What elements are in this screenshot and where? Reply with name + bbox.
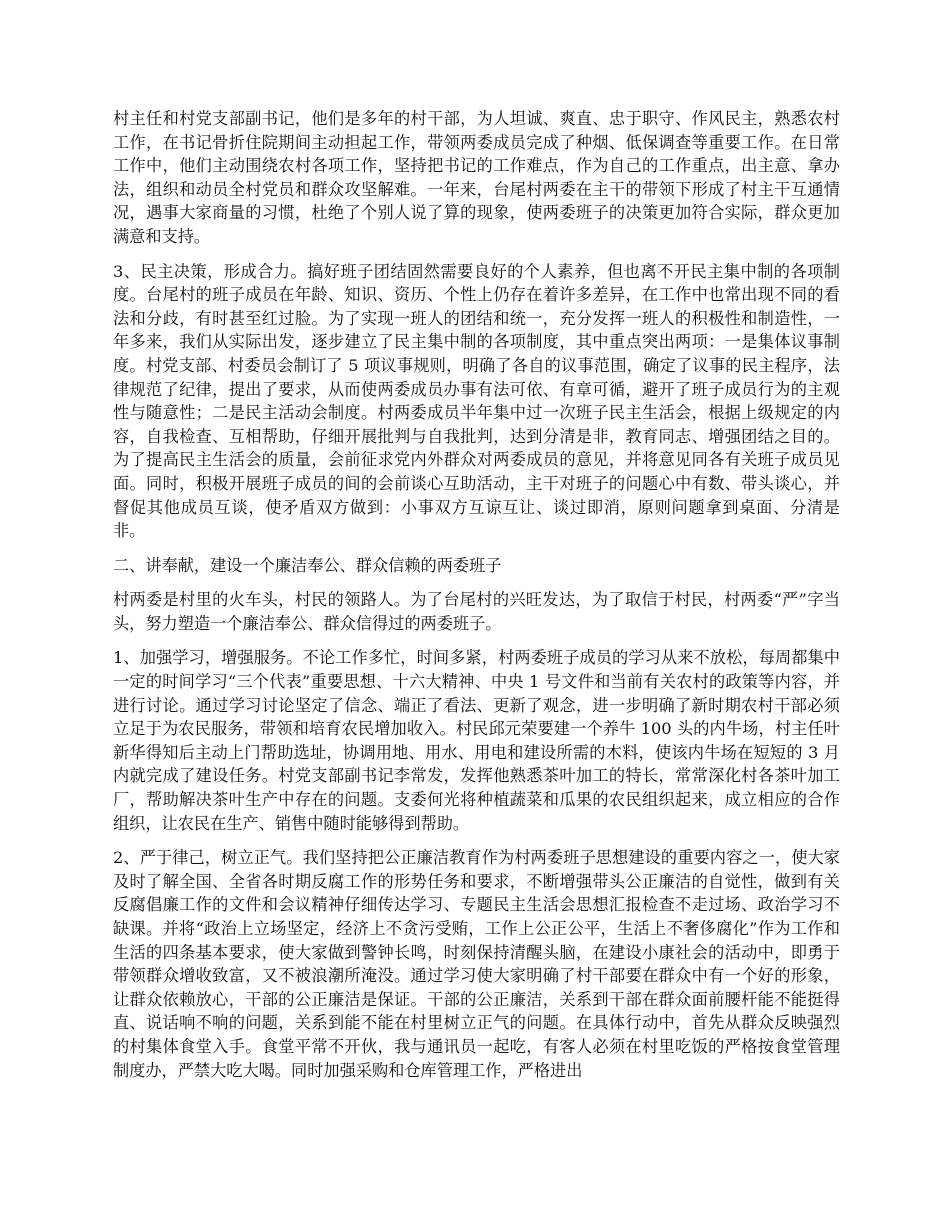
section-heading-dedication: 二、讲奉献，建设一个廉洁奉公、群众信赖的两委班子 <box>113 555 502 575</box>
paragraph-village-leaders: 村主任和村党支部副书记，他们是多年的村干部，为人坦诚、爽直、忠于职守、作风民主，熟悉农村工作，在书记骨折住院期间主动担起工作，带领两委成员完成了种烟、低保调查等重要工作。在日常工作中，他们主动围绕农村各项工作，坚持把书记的工作难点，作为自己的工作重点，出主意、拿办法，组织和动员全村党员和群众攻坚解难。一年来，台尾村两委在主干的带领下形成了村主干互通情况，遇事大家商量的习惯，杜绝了个别人说了算的现象，使两委班子的决策更加符合实际，群众更加满意和支持。 <box>113 109 840 246</box>
paragraph-two-committees-intro: 村两委是村里的火车头，村民的领路人。为了台尾村的兴旺发达，为了取信于村民，村两委“严”字当头，努力塑造一个廉洁奉公、群众信得过的两委班子。 <box>113 590 840 633</box>
paragraph-democratic-decision: 3、民主决策，形成合力。搞好班子团结固然需要良好的个人素养，但也离不开民主集中制的各项制度。台尾村的班子成员在年龄、知识、资历、个性上仍存在着许多差异，在工作中也常出现不同的看法和分歧，有时甚至红过脸。为了实现一班人的团结和统一，充分发挥一班人的积极性和制造性，一年多来，我们从实际出发，逐步建立了民主集中制的各项制度，其中重点突出两项：一是集体议事制度。村党支部、村委员会制订了 5 项议事规则，明确了各自的议事范围，确定了议事的民主程序，法律规范了纪律，提出了要求，从而使两委成员办事有法可依、有章可循，避开了班子成员行为的主观性与随意性；二是民主活动会制度。村两委成员半年集中过一次班子民主生活会，根据上级规定的内容，自我检查、互相帮助，仔细开展批判与自我批判，达到分清是非，教育同志、增强团结之目的。为了提高民主生活会的质量，会前征求党内外群众对两委成员的意见，并将意见同各有关班子成员见面。同时，积极开展班子成员的间的会前谈心互助活动，主干对班子的问题心中有数、带头谈心，并督促其他成员互谈，使矛盾双方做到：小事双方互谅互让、谈过即消，原则问题拿到桌面、分清是非。 <box>113 261 840 541</box>
paragraph-strengthen-learning: 1、加强学习，增强服务。不论工作多忙，时间多紧，村两委班子成员的学习从来不放松，每周都集中一定的时间学习“三个代表”重要思想、十六大精神、中央 1 号文件和当前有关农村的政策等内容，并进行讨论。通过学习讨论坚定了信念、端正了看法、更新了观念，进一步明确了新时期农村干部必须立足于为农民服务，带领和培育农民增加收入。村民邱元荣要建一个养牛 100 头的内牛场，村主任叶新华得知后主动上门帮助选址，协调用地、用水、用电和建设所需的木料，使该内牛场在短短的 3 月内就完成了建设任务。村党支部副书记李常发，发挥他熟悉茶叶加工的特长，常常深化村各茶叶加工厂，帮助解决茶叶生产中存在的问题。支委何光将种植蔬菜和瓜果的农民组织起来，成立相应的合作组织，让农民在生产、销售中随时能够得到帮助。 <box>113 648 840 833</box>
paragraph-self-discipline: 2、严于律己，树立正气。我们坚持把公正廉洁教育作为村两委班子思想建设的重要内容之一，使大家及时了解全国、全省各时期反腐工作的形势任务和要求，不断增强带头公正廉洁的自觉性，做到有关反腐倡廉工作的文件和会议精神仔细传达学习、专题民主生活会思想汇报检查不走过场、政治学习不缺课。并将“政治上立场坚定，经济上不贪污受贿，工作上公正公平，生活上不奢侈腐化”作为工作和生活的四条基本要求，使大家做到警钟长鸣，时刻保持清醒头脑，在建设小康社会的活动中，即勇于带领群众增收致富，又不被浪潮所淹没。通过学习使大家明确了村干部要在群众中有一个好的形象，让群众依赖放心，干部的公正廉洁是保证。干部的公正廉洁，关系到干部在群众面前腰杆能不能挺得直、说话响不响的问题，关系到能不能在村里树立正气的问题。在具体行动中，首先从群众反映强烈的村集体食堂入手。食堂平常不开伙，我与通讯员一起吃，有客人必须在村里吃饭的严格按食堂管理制度办，严禁大吃大喝。同时加强采购和仓库管理工作，严格进出 <box>113 848 840 1080</box>
document-page <box>113 107 840 1093</box>
